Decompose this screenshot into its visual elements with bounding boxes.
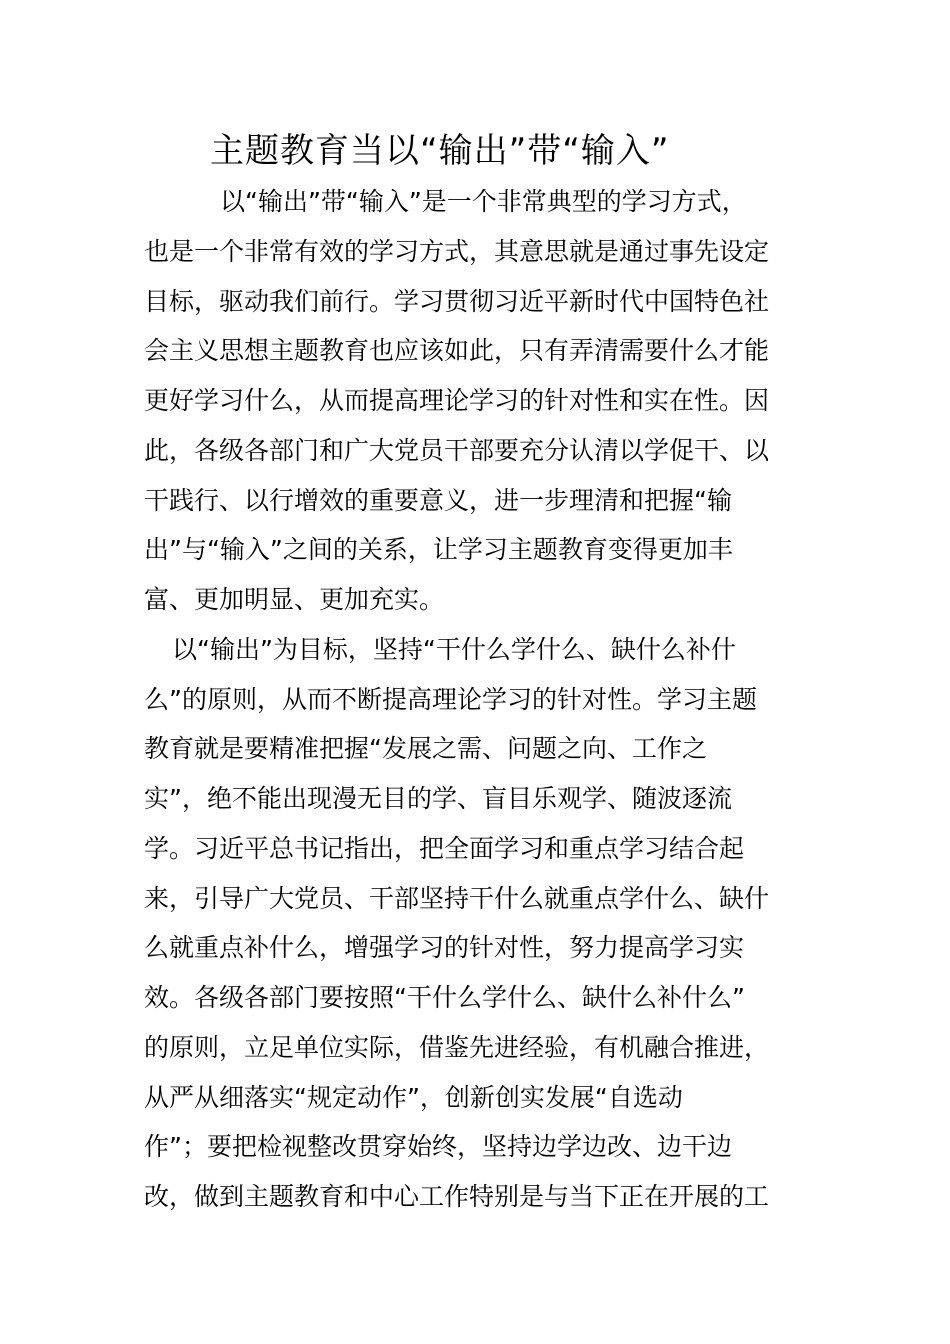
- paragraph-line: 效。各级各部门要按照“干什么学什么、缺什么补什么”: [144, 983, 745, 1012]
- document-title: 主题教育当以“输出”带“输入”: [210, 131, 670, 171]
- paragraph-line: 改，做到主题教育和中心工作特别是与当下正在开展的工: [144, 1182, 770, 1211]
- paragraph-line: 以“输出”为目标，坚持“干什么学什么、缺什么补什: [172, 635, 736, 664]
- paragraph-line: 以“输出”带“输入”是一个非常典型的学习方式，: [220, 187, 747, 216]
- paragraph-line: 更好学习什么，从而提高理论学习的针对性和实在性。因: [144, 386, 770, 415]
- paragraph-line: 会主义思想主题教育也应该如此，只有弄清需要什么才能: [144, 336, 770, 365]
- paragraph-line: 实”，绝不能出现漫无目的学、盲目乐观学、随波逐流: [144, 784, 732, 813]
- paragraph-line: 学。习近平总书记指出，把全面学习和重点学习结合起: [144, 834, 745, 863]
- paragraph-line: 么”的原则，从而不断提高理论学习的针对性。学习主题: [144, 685, 757, 714]
- paragraph-line: 富、更加明显、更加充实。: [144, 585, 445, 614]
- paragraph-line: 也是一个非常有效的学习方式，其意思就是通过事先设定: [144, 237, 770, 266]
- paragraph-line: 从严从细落实“规定动作”，创新创实发展“自选动: [144, 1083, 683, 1112]
- paragraph-line: 作”；要把检视整改贯穿始终，坚持边学边改、边干边: [144, 1132, 732, 1161]
- paragraph-line: 么就重点补什么，增强学习的针对性，努力提高学习实: [144, 933, 745, 962]
- paragraph-line: 教育就是要精准把握“发展之需、问题之向、工作之: [144, 734, 707, 763]
- paragraph-line: 的原则，立足单位实际，借鉴先进经验，有机融合推进，: [144, 1033, 770, 1062]
- paragraph-line: 干践行、以行增效的重要意义，进一步理清和把握“输: [144, 486, 732, 515]
- paragraph-line: 出”与“输入”之间的关系，让学习主题教育变得更加丰: [144, 535, 733, 564]
- paragraph-line: 来，引导广大党员、干部坚持干什么就重点学什么、缺什: [144, 884, 770, 913]
- paragraph-line: 此，各级各部门和广大党员干部要充分认清以学促干、以: [144, 436, 770, 465]
- paragraph-line: 目标，驱动我们前行。学习贯彻习近平新时代中国特色社: [144, 287, 770, 316]
